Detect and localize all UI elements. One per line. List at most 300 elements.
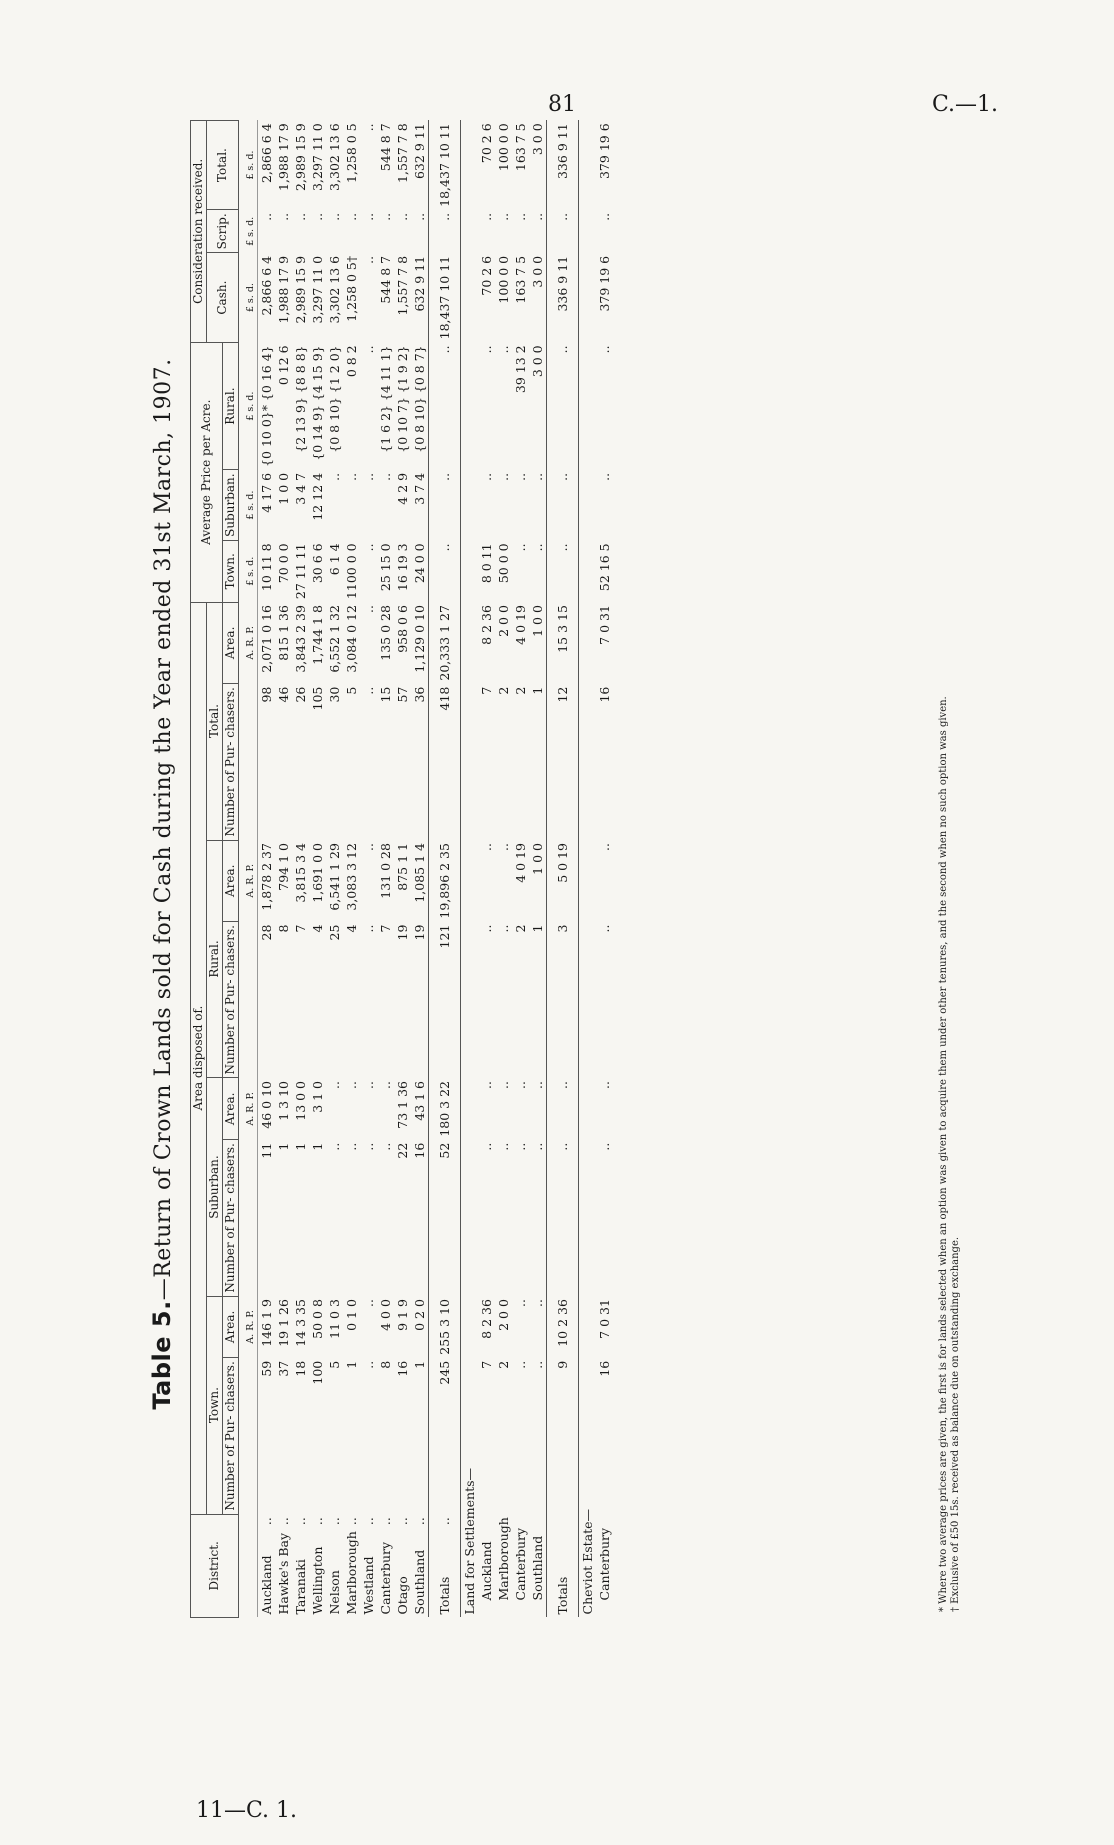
- value-cell: ..: [530, 1360, 545, 1369]
- value-cell: 544 8 7: [378, 255, 393, 304]
- value-cell: 50 0 8: [310, 1299, 325, 1339]
- value-cell: ..: [361, 472, 376, 481]
- value-cell: 2,989 15 9: [293, 255, 308, 324]
- unit-cell: £ s. d.: [239, 210, 258, 253]
- value-cell: ..: [547, 1078, 579, 1140]
- value-cell: ..: [547, 342, 579, 470]
- district-name: Marlborough: [344, 1531, 359, 1615]
- value-cell: 6 1 4: [327, 543, 342, 576]
- value-cell: 8 2 36: [479, 605, 494, 645]
- value-cell: ..: [530, 212, 545, 221]
- district-cell: [429, 1514, 461, 1617]
- district-cell: [360, 1514, 377, 1617]
- value-cell: 3: [547, 922, 579, 1078]
- suburban-number-header: Number of Pur- chasers.: [223, 1140, 239, 1296]
- value-cell: ..: [530, 543, 545, 552]
- leader-dots: ..: [437, 1517, 452, 1526]
- value-cell: 1 0 0: [276, 472, 291, 505]
- value-cell: ..: [530, 1299, 545, 1308]
- value-cell: 19 1 26: [276, 1299, 291, 1347]
- leader-dots: ..: [361, 1517, 376, 1526]
- rural-number-header: Number of Pur- chasers.: [223, 922, 239, 1078]
- value-cell: {0 10 0}* {0 16 4}: [259, 345, 274, 467]
- value-cell: 131 0 28: [378, 843, 393, 899]
- value-cell: 5: [344, 686, 359, 695]
- value-cell: 3 0 0: [530, 123, 545, 156]
- value-cell: 8 0 11: [479, 543, 494, 584]
- price-town-header: Town.: [223, 540, 239, 602]
- value-cell: 100 0 0: [496, 255, 511, 304]
- value-cell: {2 13 9} {8 8 8}: [293, 345, 308, 453]
- value-cell: 12: [547, 684, 579, 840]
- value-cell: 2: [496, 1360, 511, 1369]
- consideration-header: Consideration received.: [191, 120, 207, 342]
- value-cell: 1,988 17 9: [276, 123, 291, 191]
- value-cell: ..: [496, 1142, 511, 1151]
- indent: [479, 1601, 494, 1615]
- value-cell: 3 4 7: [293, 472, 308, 505]
- value-cell: ..: [513, 212, 528, 221]
- value-cell: ..: [293, 212, 308, 221]
- settlements-heading-row: [461, 120, 479, 1617]
- value-cell: ..: [597, 1142, 612, 1151]
- value-cell: 13 0 0: [293, 1080, 308, 1121]
- value-cell: 1,129 0 10: [412, 605, 427, 673]
- value-cell: 0 8 2: [344, 345, 359, 378]
- table-title: [148, 150, 176, 1618]
- value-cell: 73 1 36: [395, 1080, 410, 1129]
- unit-cell: £ s. d.: [239, 120, 258, 210]
- district-cell: [275, 1514, 292, 1617]
- value-cell: 121: [429, 922, 461, 1078]
- value-cell: 3,297 11 0: [310, 123, 325, 191]
- value-cell: 794 1 0: [276, 843, 291, 891]
- value-cell: 7: [293, 924, 308, 933]
- district-name: Canterbury: [378, 1541, 393, 1615]
- value-cell: ..: [378, 212, 393, 221]
- value-cell: 336 9 11: [547, 253, 579, 343]
- value-cell: 0 1 0: [344, 1299, 359, 1331]
- unit-cell: [239, 1358, 258, 1514]
- value-cell: 4 17 6: [259, 472, 274, 513]
- value-cell: 16: [597, 1360, 612, 1377]
- value-cell: ..: [361, 686, 376, 695]
- value-cell: 59: [259, 1360, 274, 1377]
- settlement-row: [495, 120, 512, 1617]
- table-title-text: —Return of Crown Lands sold for Cash during the Year ended 31st March, 1907.: [151, 358, 176, 1301]
- table-row: [411, 120, 429, 1617]
- value-cell: 22: [395, 1142, 410, 1159]
- table-row: [309, 120, 326, 1617]
- value-cell: ..: [361, 212, 376, 221]
- value-cell: 18: [293, 1360, 308, 1377]
- value-cell: 10 11 8: [259, 543, 274, 592]
- document-reference: C.—1.: [932, 92, 999, 117]
- value-cell: {0 8 10} {1 2 0}: [327, 345, 342, 453]
- value-cell: 2,071 0 16: [259, 605, 274, 673]
- value-cell: 163 7 5: [513, 255, 528, 304]
- value-cell: 18,437 10 11: [429, 120, 461, 210]
- value-cell: 3,815 3 4: [293, 843, 308, 903]
- district-name: Hawke's Bay: [276, 1532, 291, 1615]
- district-name: Westland: [361, 1556, 376, 1615]
- value-cell: ..: [513, 1080, 528, 1089]
- value-cell: 180 3 22: [429, 1078, 461, 1140]
- value-cell: ..: [327, 472, 342, 481]
- district-name: Southland: [412, 1549, 427, 1615]
- value-cell: 1,258 0 5: [344, 123, 359, 183]
- value-cell: ..: [361, 605, 376, 614]
- value-cell: ..: [597, 924, 612, 933]
- value-cell: 5: [327, 1360, 342, 1369]
- district-name: Totals: [555, 1576, 570, 1615]
- value-cell: 544 8 7: [378, 123, 393, 172]
- value-cell: ..: [395, 212, 410, 221]
- value-cell: ..: [597, 1080, 612, 1089]
- district-cell: [512, 1514, 529, 1617]
- district-name: Auckland: [479, 1541, 494, 1601]
- value-cell: ..: [479, 1080, 494, 1089]
- value-cell: 4 2 9: [395, 472, 410, 505]
- value-cell: 3,843 2 39: [293, 605, 308, 673]
- value-cell: 1,085 1 4: [412, 843, 427, 903]
- district-name: Auckland: [259, 1555, 274, 1615]
- leader-dots: ..: [293, 1517, 308, 1526]
- town-area-header: Area.: [223, 1296, 239, 1358]
- value-cell: 245: [429, 1358, 461, 1514]
- value-cell: 632 9 11: [412, 255, 427, 312]
- value-cell: ..: [496, 472, 511, 481]
- cash-header: Cash.: [207, 253, 239, 343]
- suburban-group-header: Suburban.: [207, 1078, 223, 1296]
- value-cell: ..: [479, 472, 494, 481]
- district-name: Nelson: [327, 1570, 342, 1615]
- value-cell: ..: [429, 470, 461, 540]
- value-cell: ..: [344, 1080, 359, 1089]
- district-cell: [547, 1514, 579, 1617]
- value-cell: 70 2 6: [479, 123, 494, 164]
- value-cell: 70 0 0: [276, 543, 291, 584]
- value-cell: ..: [327, 212, 342, 221]
- value-cell: ..: [361, 345, 376, 354]
- table-row: [292, 120, 309, 1617]
- value-cell: {0 14 9} {4 15 9}: [310, 345, 325, 461]
- district-name: Wellington: [310, 1546, 325, 1615]
- value-cell: 3 0 0: [530, 255, 545, 288]
- settlement-row: [512, 120, 529, 1617]
- value-cell: 25: [327, 924, 342, 941]
- value-cell: 1: [412, 1360, 427, 1369]
- value-cell: 0 12 6: [276, 345, 291, 386]
- units-row: [239, 120, 258, 1617]
- district-name: Canterbury: [513, 1527, 528, 1601]
- value-cell: 7: [479, 686, 494, 695]
- value-cell: {0 8 10} {0 8 7}: [412, 345, 427, 453]
- leader-dots: ..: [327, 1517, 342, 1526]
- value-cell: 2: [513, 686, 528, 695]
- district-name: Marlborough: [496, 1517, 511, 1601]
- value-cell: 7: [378, 924, 393, 933]
- crown-lands-table: [190, 120, 613, 1618]
- value-cell: ..: [361, 1080, 376, 1089]
- indent: [530, 1601, 545, 1615]
- value-cell: ..: [259, 212, 274, 221]
- leader-dots: ..: [378, 1517, 393, 1526]
- value-cell: ..: [412, 212, 427, 221]
- value-cell: ..: [513, 1360, 528, 1369]
- value-cell: 3 7 4: [412, 472, 427, 505]
- value-cell: 1 0 0: [530, 605, 545, 637]
- value-cell: 146 1 9: [259, 1299, 274, 1347]
- unit-cell: £ s. d.: [239, 253, 258, 343]
- value-cell: ..: [378, 1080, 393, 1089]
- value-cell: 418: [429, 684, 461, 840]
- value-cell: ..: [530, 1142, 545, 1151]
- value-cell: ..: [361, 1360, 376, 1369]
- unit-cell-blank: [239, 1514, 258, 1617]
- value-cell: 9: [547, 1358, 579, 1514]
- value-cell: 27 11 11: [293, 543, 308, 600]
- value-cell: 3,297 11 0: [310, 255, 325, 324]
- value-cell: 100: [310, 1360, 325, 1385]
- rotated-table-sheet: [148, 123, 961, 1618]
- table-row: [343, 120, 360, 1617]
- value-cell: ..: [361, 843, 376, 851]
- leader-dots: ..: [276, 1517, 291, 1526]
- value-cell: 379 19 6: [597, 123, 612, 180]
- indent: [496, 1601, 511, 1615]
- value-cell: 100 0 0: [496, 123, 511, 172]
- value-cell: 43 1 6: [412, 1080, 427, 1121]
- value-cell: ..: [429, 342, 461, 470]
- cheviot-heading: Cheviot Estate—: [580, 1508, 595, 1615]
- table-row: [394, 120, 411, 1617]
- value-cell: 20,333 1 27: [429, 602, 461, 684]
- value-cell: 50 0 0: [496, 543, 511, 584]
- cheviot-heading-row: [579, 120, 597, 1617]
- value-cell: 98: [259, 686, 274, 703]
- value-cell: 11 0 3: [327, 1299, 342, 1339]
- leader-dots: ..: [310, 1517, 325, 1526]
- value-cell: 10 2 36: [547, 1296, 579, 1358]
- district-cell: [377, 1514, 394, 1617]
- unit-cell: A. R. P.: [239, 840, 258, 922]
- value-cell: ..: [496, 924, 511, 933]
- value-cell: {0 10 7} {1 9 2}: [395, 345, 410, 453]
- value-cell: ..: [496, 212, 511, 221]
- table-row: [258, 120, 276, 1617]
- value-cell: ..: [547, 210, 579, 253]
- value-cell: 7 0 31: [597, 605, 612, 645]
- rural-area-header: Area.: [223, 840, 239, 922]
- value-cell: 3 0 0: [530, 345, 545, 378]
- avg-price-header: Average Price per Acre.: [191, 342, 223, 602]
- leader-dots: ..: [259, 1517, 274, 1526]
- value-cell: 4: [344, 924, 359, 933]
- value-cell: 2,989 15 9: [293, 123, 308, 191]
- value-cell: 19,896 2 35: [429, 840, 461, 922]
- value-cell: 3,302 13 6: [327, 123, 342, 191]
- footer-reference: 11—C. 1.: [196, 1798, 298, 1823]
- value-cell: ..: [479, 212, 494, 221]
- value-cell: 163 7 5: [513, 123, 528, 172]
- value-cell: 4 0 19: [513, 605, 528, 645]
- value-cell: 1 3 10: [276, 1080, 291, 1121]
- unit-cell: [239, 922, 258, 1078]
- value-cell: ..: [597, 472, 612, 481]
- value-cell: ..: [361, 1299, 376, 1308]
- town-group-header: Town.: [207, 1296, 223, 1514]
- unit-cell: £ s. d.: [239, 342, 258, 470]
- value-cell: ..: [513, 1299, 528, 1308]
- value-cell: ..: [479, 345, 494, 354]
- value-cell: 7: [479, 1360, 494, 1369]
- value-cell: 57: [395, 686, 410, 703]
- value-cell: 4 0 19: [513, 843, 528, 883]
- settlements-heading: Land for Settlements—: [462, 1467, 477, 1615]
- value-cell: 8 2 36: [479, 1299, 494, 1339]
- value-cell: 3,302 13 6: [327, 255, 342, 324]
- value-cell: 379 19 6: [597, 255, 612, 312]
- value-cell: ..: [513, 543, 528, 552]
- unit-cell: £ s. d.: [239, 470, 258, 540]
- value-cell: 11: [259, 1142, 274, 1159]
- value-cell: 1: [530, 924, 545, 933]
- value-cell: 1: [293, 1142, 308, 1151]
- value-cell: ..: [429, 540, 461, 602]
- district-cell: [478, 1514, 495, 1617]
- settlement-row: [529, 120, 547, 1617]
- table-row: [326, 120, 343, 1617]
- value-cell: 255 3 10: [429, 1296, 461, 1358]
- value-cell: 52 16 5: [597, 543, 612, 592]
- value-cell: 3 1 0: [310, 1080, 325, 1113]
- value-cell: ..: [530, 472, 545, 481]
- value-cell: 336 9 11: [547, 120, 579, 210]
- table-body: [239, 120, 614, 1617]
- value-cell: 6,541 1 29: [327, 843, 342, 911]
- value-cell: 105: [310, 686, 325, 711]
- value-cell: 70 2 6: [479, 255, 494, 296]
- value-cell: ..: [597, 843, 612, 851]
- value-cell: ..: [361, 123, 376, 132]
- value-cell: ..: [479, 924, 494, 933]
- value-cell: ..: [513, 472, 528, 481]
- value-cell: 52: [429, 1140, 461, 1296]
- value-cell: ..: [547, 1140, 579, 1296]
- value-cell: ..: [597, 212, 612, 221]
- cheviot-row: [596, 120, 613, 1617]
- leader-dots: ..: [344, 1517, 359, 1526]
- value-cell: 1: [530, 686, 545, 695]
- value-cell: 2,866 6 4: [259, 123, 274, 183]
- table-row: [360, 120, 377, 1617]
- consideration-total-header: Total.: [207, 120, 239, 210]
- value-cell: 4 0 0: [378, 1299, 393, 1331]
- value-cell: {1 6 2} {4 11 1}: [378, 345, 393, 453]
- unit-cell: [239, 684, 258, 840]
- value-cell: ..: [327, 1080, 342, 1089]
- value-cell: ..: [479, 843, 494, 851]
- value-cell: 6,552 1 32: [327, 605, 342, 673]
- value-cell: ..: [496, 843, 511, 851]
- value-cell: ..: [429, 210, 461, 253]
- value-cell: ..: [496, 1080, 511, 1089]
- district-cell: [309, 1514, 326, 1617]
- unit-cell: A. R. P.: [239, 1078, 258, 1140]
- value-cell: ..: [344, 212, 359, 221]
- value-cell: 19: [395, 924, 410, 941]
- district-name: Canterbury: [597, 1527, 612, 1601]
- value-cell: 19: [412, 924, 427, 941]
- value-cell: ..: [513, 1142, 528, 1151]
- district-name: Taranaki: [293, 1559, 308, 1615]
- value-cell: 46: [276, 686, 291, 703]
- value-cell: 36: [412, 686, 427, 703]
- value-cell: 37: [276, 1360, 291, 1377]
- district-cell: [495, 1514, 512, 1617]
- value-cell: 2: [513, 924, 528, 933]
- value-cell: ..: [276, 212, 291, 221]
- value-cell: ..: [327, 1142, 342, 1151]
- value-cell: 1,988 17 9: [276, 255, 291, 324]
- value-cell: 1,557 7 8: [395, 123, 410, 183]
- value-cell: 135 0 28: [378, 605, 393, 661]
- value-cell: 1: [276, 1142, 291, 1151]
- value-cell: 14 3 35: [293, 1299, 308, 1347]
- district-cell: [292, 1514, 309, 1617]
- district-name: Totals: [437, 1576, 452, 1615]
- settlement-row: [478, 120, 495, 1617]
- leader-dots: ..: [412, 1517, 427, 1526]
- district-cell: [411, 1514, 429, 1617]
- value-cell: 28: [259, 924, 274, 941]
- indent: [513, 1601, 528, 1615]
- value-cell: 1,258 0 5†: [344, 255, 359, 322]
- scrip-header: Scrip.: [207, 210, 239, 253]
- value-cell: 1 0 0: [530, 843, 545, 875]
- value-cell: 8: [378, 1360, 393, 1369]
- page-number: 81: [548, 92, 576, 117]
- value-cell: ..: [530, 1080, 545, 1089]
- value-cell: 7 0 31: [597, 1299, 612, 1339]
- unit-cell: [239, 1140, 258, 1296]
- value-cell: 18,437 10 11: [429, 253, 461, 343]
- value-cell: 39 13 2: [513, 345, 528, 394]
- value-cell: 2: [496, 686, 511, 695]
- value-cell: 46 0 10: [259, 1080, 274, 1129]
- value-cell: 1,744 1 8: [310, 605, 325, 665]
- value-cell: 1,557 7 8: [395, 255, 410, 316]
- value-cell: 1,691 0 0: [310, 843, 325, 903]
- value-cell: 2,866 6 4: [259, 255, 274, 316]
- district-cell: [596, 1514, 613, 1617]
- leader-dots: ..: [395, 1517, 410, 1526]
- indent: [597, 1601, 612, 1615]
- price-suburban-header: Suburban.: [223, 470, 239, 540]
- value-cell: 875 1 1: [395, 843, 410, 891]
- district-cell: [326, 1514, 343, 1617]
- total-number-header: Number of Pur- chasers.: [223, 684, 239, 840]
- value-cell: 16: [597, 686, 612, 703]
- value-cell: 3,083 3 12: [344, 843, 359, 911]
- value-cell: 16 19 3: [395, 543, 410, 592]
- unit-cell: A. R. P.: [239, 1296, 258, 1358]
- value-cell: 1100 0 0: [344, 543, 359, 600]
- value-cell: ..: [496, 345, 511, 354]
- value-cell: 1,878 2 37: [259, 843, 274, 911]
- value-cell: ..: [361, 1142, 376, 1151]
